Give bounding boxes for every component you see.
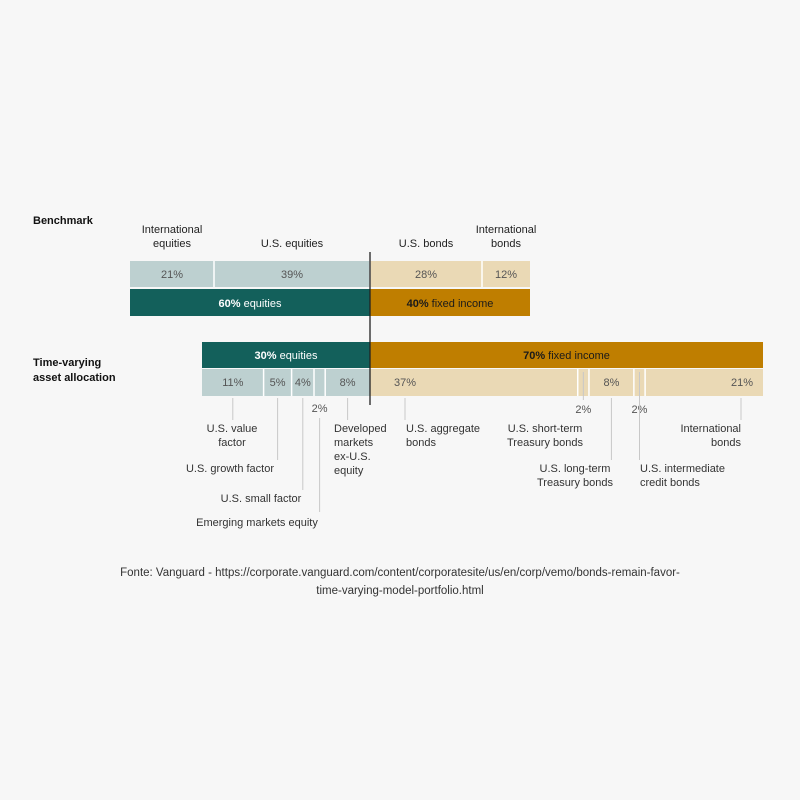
tv-segment-value: 8% bbox=[339, 377, 356, 389]
tv-segment-label: markets bbox=[334, 437, 374, 449]
tv-segment-label: bonds bbox=[711, 437, 741, 449]
tv-total-label: equities bbox=[276, 350, 318, 362]
tv-segment-label: U.S. value bbox=[206, 423, 258, 435]
tv-segment-value: 4% bbox=[294, 377, 311, 389]
benchmark-total-label: fixed income bbox=[428, 298, 494, 310]
tv-segment-value: 8% bbox=[603, 377, 620, 389]
tv-total-value: 30% bbox=[254, 350, 277, 362]
tv-segment-label: U.S. aggregate bbox=[406, 423, 480, 435]
tv-total bbox=[254, 350, 318, 362]
tv-segment-value: 21% bbox=[730, 377, 753, 389]
benchmark-total-value: 40% bbox=[406, 298, 429, 310]
tv-segment-label: Developed bbox=[334, 423, 387, 435]
tv-segment-label: Treasury bonds bbox=[536, 477, 614, 489]
tv-total-label: fixed income bbox=[545, 350, 610, 362]
tv-title: asset allocation bbox=[33, 372, 116, 384]
source-footer bbox=[40, 564, 760, 600]
tv-title: Time-varying bbox=[33, 357, 102, 369]
tv-segment-value: 2% bbox=[311, 403, 328, 415]
benchmark-segment-label: International bbox=[141, 224, 203, 236]
benchmark-segment-label: equities bbox=[153, 238, 191, 250]
tv-segment-value: 2% bbox=[631, 404, 648, 416]
benchmark-total bbox=[407, 298, 494, 310]
benchmark-segment-label: bonds bbox=[491, 238, 521, 250]
benchmark-segment-label: U.S. bonds bbox=[398, 238, 454, 250]
tv-total bbox=[523, 350, 610, 362]
tv-segment-label: Emerging markets equity bbox=[196, 517, 318, 529]
benchmark-title: Benchmark bbox=[33, 215, 93, 227]
tv-segment-label: U.S. intermediate bbox=[640, 463, 725, 475]
tv-segment-value: 37% bbox=[394, 377, 417, 389]
benchmark-segment-value: 21% bbox=[160, 269, 184, 281]
tv-segment-label: equity bbox=[334, 465, 364, 477]
tv-segment-label: factor bbox=[218, 437, 246, 449]
tv-segment-value: 2% bbox=[575, 404, 592, 416]
tv-segment-value: 11% bbox=[222, 377, 244, 389]
tv-segment-label: International bbox=[680, 423, 741, 435]
benchmark-total bbox=[218, 298, 282, 310]
benchmark-segment-value: 28% bbox=[414, 269, 438, 281]
benchmark-segment-value: 12% bbox=[494, 269, 518, 281]
tv-segment-value: 5% bbox=[269, 377, 286, 389]
tv-segment-label: U.S. short-term bbox=[507, 423, 583, 435]
source-line-2: time-varying-model-portfolio.html bbox=[316, 585, 484, 597]
tv-segment-label: U.S. small factor bbox=[220, 493, 302, 505]
tv-segment-label: Treasury bonds bbox=[506, 437, 584, 449]
tv-total-value: 70% bbox=[523, 350, 546, 362]
tv-segment-label: ex-U.S. bbox=[334, 451, 371, 463]
benchmark-segment-label: International bbox=[475, 224, 537, 236]
benchmark-segment-value: 39% bbox=[280, 269, 304, 281]
tv-segment-label: bonds bbox=[406, 437, 436, 449]
tv-segment-label: U.S. growth factor bbox=[185, 463, 275, 475]
benchmark-segment-label: U.S. equities bbox=[260, 238, 324, 250]
source-line-1: Fonte: Vanguard - https://corporate.vanguard.com/content/corporatesite/us/en/corp/vemo/bonds-remain-favor- bbox=[120, 567, 680, 579]
tv-segment-label: credit bonds bbox=[640, 477, 700, 489]
benchmark-total-value: 60% bbox=[218, 298, 241, 310]
tv-segment-label: U.S. long-term bbox=[539, 463, 611, 475]
tv-bar-segment bbox=[314, 369, 325, 396]
benchmark-total-label: equities bbox=[240, 298, 282, 310]
